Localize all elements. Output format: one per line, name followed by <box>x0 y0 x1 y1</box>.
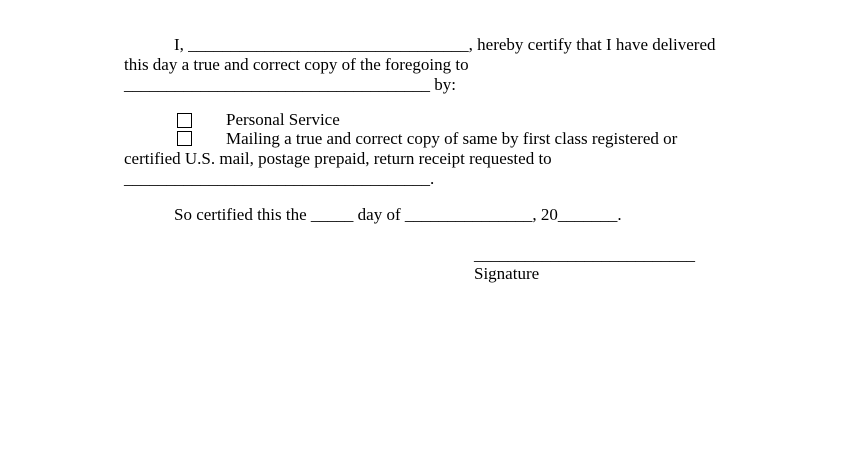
personal-service-checkbox[interactable] <box>177 113 192 128</box>
certify-line-1: I, _________________________________, hereby certify that I have delivered <box>174 35 716 54</box>
certify-line-2: this day a true and correct copy of the foregoing to <box>124 55 469 74</box>
mailing-address-line: ____________________________________. <box>124 169 435 188</box>
delivered-to-line: ____________________________________ by: <box>124 75 456 94</box>
personal-service-label: Personal Service <box>226 110 340 129</box>
mailing-checkbox[interactable] <box>177 131 192 146</box>
mailing-label-continued: certified U.S. mail, postage prepaid, return receipt requested to <box>124 149 552 168</box>
signature-label: Signature <box>474 264 540 283</box>
signature-line: __________________________ <box>474 245 695 264</box>
mailing-label: Mailing a true and correct copy of same by first class registered or <box>226 129 678 148</box>
certified-date-line: So certified this the _____ day of _______________, 20_______. <box>174 205 622 224</box>
